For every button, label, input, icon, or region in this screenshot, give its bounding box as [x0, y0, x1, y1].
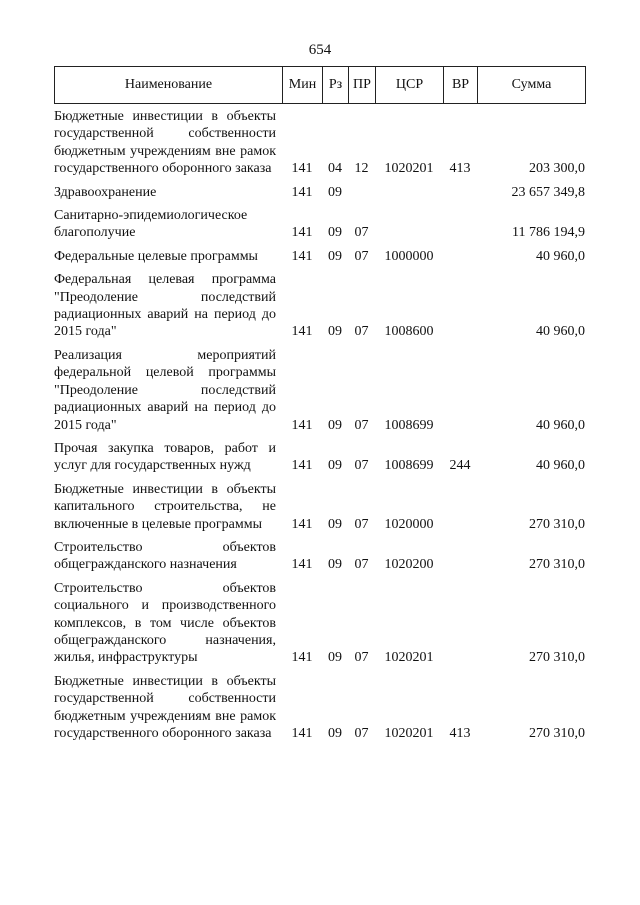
table-row: [54, 271, 585, 347]
row-vr: 413: [449, 161, 471, 177]
row-vr: [443, 184, 477, 207]
row-vr: 244: [449, 458, 471, 474]
row-rz: 09: [328, 557, 342, 573]
row-vr: [443, 248, 477, 271]
row-pr: 07: [354, 248, 369, 264]
row-rz: 09: [328, 324, 342, 340]
page-number: 654: [308, 42, 332, 58]
budget-table: [54, 108, 585, 748]
row-csr: 1020000: [384, 516, 434, 532]
row-csr: [375, 207, 443, 248]
row-name: Санитарно-эпидемиологическое благополучие: [54, 208, 248, 241]
row-rz: 09: [328, 458, 342, 474]
row-sum: 270 310,0: [529, 516, 585, 532]
row-pr: 07: [354, 557, 369, 573]
row-vr: [443, 539, 477, 580]
row-name: Бюджетные инвестиции в объекты государственной собственности бюджетным учреждениям вне рамок государственного оборонного заказа: [54, 673, 276, 741]
row-name: Строительство объектов общегражданского назначения: [54, 539, 276, 573]
row-rz: 09: [328, 248, 342, 264]
row-csr: 1020201: [384, 726, 434, 741]
row-vr: [443, 271, 477, 347]
row-name: Федеральная целевая программа "Преодоление последствий радиационных аварий на период до 2015 года": [54, 272, 276, 340]
row-csr: [375, 184, 443, 207]
table-row: [54, 248, 585, 271]
row-vr: [443, 481, 477, 539]
row-csr: 1020200: [384, 557, 434, 573]
row-name: Реализация мероприятий федеральной целевой программы "Преодоление последствий радиационных аварий на период до 2015 года": [54, 347, 276, 433]
row-csr: 1008600: [384, 324, 434, 340]
row-min: 141: [291, 557, 313, 573]
row-sum: 270 310,0: [529, 650, 585, 666]
row-sum: 40 960,0: [536, 417, 585, 433]
row-pr: 07: [354, 726, 369, 741]
row-rz: 09: [328, 225, 342, 241]
row-csr: 1000000: [384, 248, 434, 264]
table-row: [54, 481, 585, 539]
row-rz: 09: [328, 184, 342, 200]
row-pr: 07: [354, 516, 369, 532]
row-pr: 12: [354, 161, 369, 177]
row-min: 141: [291, 184, 313, 200]
row-csr: 1020201: [384, 161, 434, 177]
row-pr: [348, 184, 375, 207]
table-row: [54, 440, 585, 481]
table-row: [54, 673, 585, 749]
row-csr: 1008699: [384, 458, 434, 474]
row-vr: [443, 207, 477, 248]
row-min: 141: [291, 225, 313, 241]
header-sum: Сумма: [478, 67, 586, 104]
table-header: [54, 66, 586, 104]
row-pr: 07: [354, 650, 369, 666]
row-name: Прочая закупка товаров, работ и услуг для государственных нужд: [54, 440, 276, 474]
row-pr: 07: [354, 458, 369, 474]
row-sum: 270 310,0: [529, 557, 585, 573]
row-csr: 1020201: [384, 650, 434, 666]
table-row: [54, 108, 585, 184]
table-row: [54, 207, 585, 248]
row-min: 141: [291, 248, 313, 264]
table-row: [54, 347, 585, 440]
header-vr: ВР: [444, 67, 478, 104]
row-min: 141: [291, 726, 313, 741]
row-csr: 1008699: [384, 417, 434, 433]
row-min: 141: [291, 324, 313, 340]
row-sum: 203 300,0: [529, 161, 585, 177]
header-rz: Рз: [323, 67, 349, 104]
row-min: 141: [291, 516, 313, 532]
row-pr: 07: [354, 225, 369, 241]
header-csr: ЦСР: [376, 67, 444, 104]
row-sum: 23 657 349,8: [511, 184, 585, 200]
header-min: Мин: [283, 67, 323, 104]
row-rz: 09: [328, 516, 342, 532]
header-pr: ПР: [349, 67, 376, 104]
row-name: Здравоохранение: [54, 184, 157, 200]
table-row: [54, 539, 585, 580]
row-sum: 40 960,0: [536, 458, 585, 474]
row-pr: 07: [354, 417, 369, 433]
header-name: Наименование: [55, 67, 283, 104]
row-sum: 40 960,0: [536, 324, 585, 340]
row-name: Бюджетные инвестиции в объекты государственной собственности бюджетным учреждениям вне рамок государственного оборонного заказа: [54, 109, 276, 177]
row-rz: 09: [328, 417, 342, 433]
table-row: [54, 184, 585, 207]
row-sum: 270 310,0: [529, 726, 585, 741]
row-rz: 09: [328, 650, 342, 666]
row-rz: 09: [328, 726, 342, 741]
row-vr: [443, 347, 477, 440]
row-vr: [443, 580, 477, 673]
row-min: 141: [291, 458, 313, 474]
row-min: 141: [291, 650, 313, 666]
table-row: [54, 580, 585, 673]
row-sum: 40 960,0: [536, 248, 585, 264]
row-name: Строительство объектов социального и производственного комплексов, в том числе объектов общегражданского назначения, жилья, инфраструктуры: [54, 580, 276, 666]
row-vr: 413: [449, 726, 471, 741]
row-name: Федеральные целевые программы: [54, 248, 258, 264]
row-sum: 11 786 194,9: [512, 225, 585, 241]
row-min: 141: [291, 417, 313, 433]
row-min: 141: [291, 161, 313, 177]
row-name: Бюджетные инвестиции в объекты капитального строительства, не включенные в целевые программы: [54, 481, 276, 532]
row-pr: 07: [354, 324, 369, 340]
row-rz: 04: [328, 161, 342, 177]
